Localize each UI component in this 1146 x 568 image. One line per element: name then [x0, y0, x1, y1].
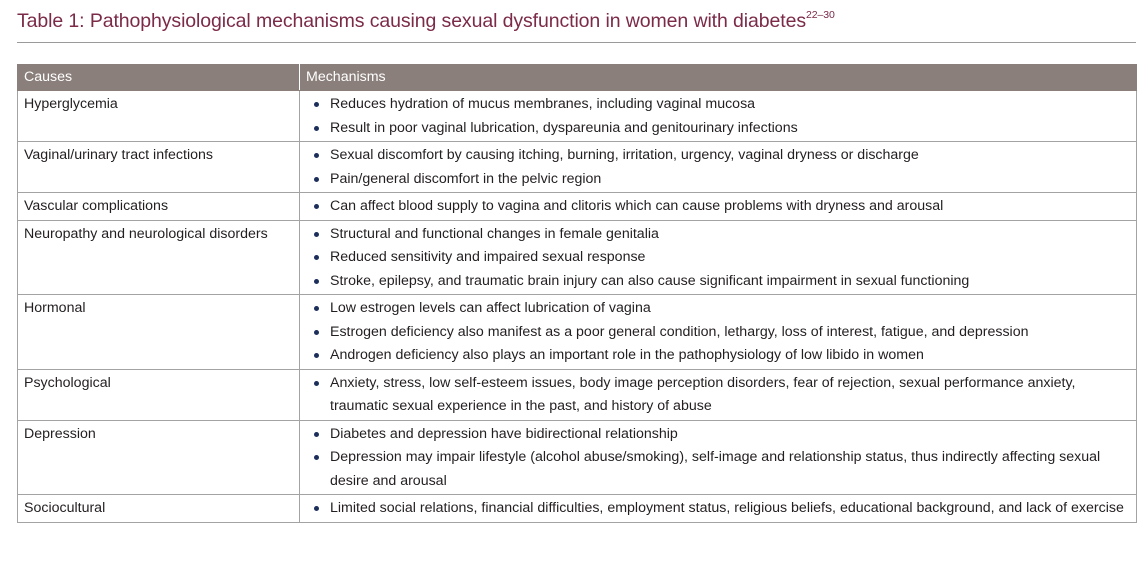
- mechanism-item: Reduced sensitivity and impaired sexual response: [306, 246, 1130, 270]
- table-row: [18, 91, 1137, 142]
- mechanism-list: [306, 93, 1130, 140]
- table-body: [18, 91, 1137, 523]
- mechanisms-cell: [300, 220, 1137, 295]
- table-row: [18, 420, 1137, 495]
- table-header: [18, 65, 1137, 91]
- mechanisms-table: [17, 64, 1137, 523]
- mechanism-item: Estrogen deficiency also manifest as a poor general condition, lethargy, loss of interest, fatigue, and depression: [306, 321, 1130, 345]
- table-row: [18, 495, 1137, 523]
- table-title-text: Table 1: Pathophysiological mechanisms causing sexual dysfunction in women with diabetes: [17, 10, 806, 32]
- cause-cell: Hyperglycemia: [18, 91, 300, 142]
- header-row: [18, 65, 1137, 91]
- cause-cell: Vaginal/urinary tract infections: [18, 142, 300, 193]
- mechanism-item: Structural and functional changes in female genitalia: [306, 223, 1130, 247]
- header-mechanisms: Mechanisms: [300, 65, 1137, 91]
- mechanism-list: [306, 223, 1130, 294]
- mechanism-item: Reduces hydration of mucus membranes, including vaginal mucosa: [306, 93, 1130, 117]
- mechanism-item: Androgen deficiency also plays an important role in the pathophysiology of low libido in women: [306, 344, 1130, 368]
- mechanisms-cell: [300, 193, 1137, 221]
- table-title: [17, 10, 835, 33]
- mechanism-item: Low estrogen levels can affect lubrication of vagina: [306, 297, 1130, 321]
- mechanisms-cell: [300, 420, 1137, 495]
- header-causes: Causes: [18, 65, 300, 91]
- table-row: [18, 142, 1137, 193]
- mechanism-item: Limited social relations, financial difficulties, employment status, religious beliefs, educational background, and lack of exercise: [306, 497, 1130, 521]
- table-row: [18, 193, 1137, 221]
- cause-cell: Psychological: [18, 369, 300, 420]
- citation-superscript: 22–30: [805, 8, 835, 21]
- mechanism-item: Anxiety, stress, low self-esteem issues, body image perception disorders, fear of rejection, sexual performance anxiety, traumatic sexual experience in the past, and history of abuse: [306, 372, 1130, 419]
- table-row: [18, 220, 1137, 295]
- mechanism-list: [306, 497, 1130, 521]
- mechanism-list: [306, 195, 1130, 219]
- mechanisms-cell: [300, 295, 1137, 370]
- mechanisms-cell: [300, 91, 1137, 142]
- table-row: [18, 369, 1137, 420]
- mechanism-list: [306, 297, 1130, 368]
- table-row: [18, 295, 1137, 370]
- mechanism-item: Can affect blood supply to vagina and clitoris which can cause problems with dryness and arousal: [306, 195, 1130, 219]
- title-divider: [17, 42, 1136, 43]
- mechanism-list: [306, 144, 1130, 191]
- cause-cell: Neuropathy and neurological disorders: [18, 220, 300, 295]
- cause-cell: Hormonal: [18, 295, 300, 370]
- cause-cell: Depression: [18, 420, 300, 495]
- mechanism-item: Diabetes and depression have bidirectional relationship: [306, 423, 1130, 447]
- mechanism-list: [306, 423, 1130, 494]
- mechanism-item: Stroke, epilepsy, and traumatic brain injury can also cause significant impairment in sexual functioning: [306, 270, 1130, 294]
- mechanism-item: Pain/general discomfort in the pelvic region: [306, 168, 1130, 192]
- mechanisms-cell: [300, 495, 1137, 523]
- mechanisms-cell: [300, 142, 1137, 193]
- mechanisms-cell: [300, 369, 1137, 420]
- mechanism-list: [306, 372, 1130, 419]
- cause-cell: Vascular complications: [18, 193, 300, 221]
- cause-cell: Sociocultural: [18, 495, 300, 523]
- mechanism-item: Result in poor vaginal lubrication, dyspareunia and genitourinary infections: [306, 117, 1130, 141]
- mechanism-item: Depression may impair lifestyle (alcohol abuse/smoking), self-image and relationship status, thus indirectly affecting sexual desire and arousal: [306, 446, 1130, 493]
- mechanism-item: Sexual discomfort by causing itching, burning, irritation, urgency, vaginal dryness or discharge: [306, 144, 1130, 168]
